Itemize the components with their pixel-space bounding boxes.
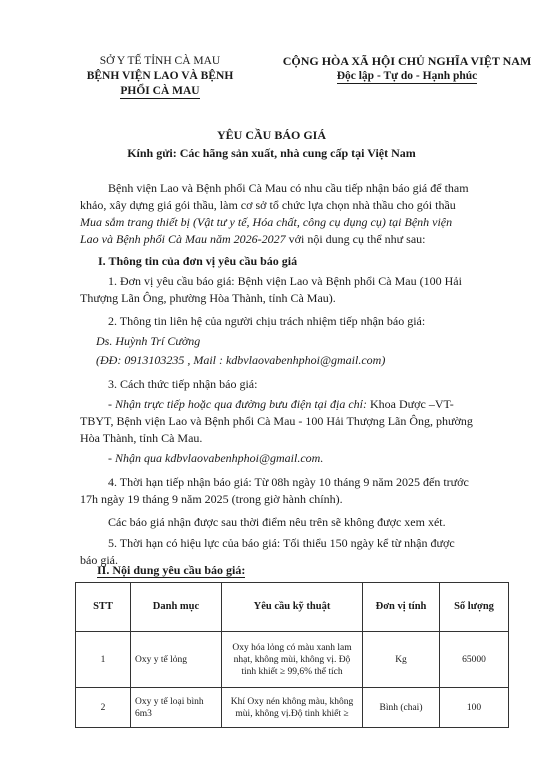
quote-request-table: [75, 582, 509, 728]
intro-package-name: Mua sắm trang thiết bị (Vật tư y tế, Hóa chất, công cụ dụng cụ) tại Bệnh viện Lao và Bệnh phổi Cà Mau năm 2026-2027: [80, 215, 453, 246]
cell-stt: 1: [76, 632, 131, 688]
col-header-item: Danh mục: [131, 583, 222, 632]
col-header-unit: Đơn vị tính: [363, 583, 440, 632]
issuer-hospital-line2: PHỔI CÀ MAU: [120, 85, 200, 97]
national-title: CỘNG HÒA XÃ HỘI CHỦ NGHĨA VIỆT NAM: [282, 54, 532, 68]
col-header-spec: Yêu cầu kỹ thuật: [222, 583, 363, 632]
receive-direct-label: - Nhận trực tiếp hoặc qua đường bưu điện tại địa chỉ:: [108, 397, 368, 411]
contact-info: (ĐĐ: 0913103235 , Mail : kdbvlaovabenhphoi@gmail.com): [96, 353, 386, 367]
document-title: YÊU CẦU BÁO GIÁ: [216, 128, 326, 142]
receive-direct-address: Khoa Dược –VT-TBYT, Bệnh viện Lao và Bệnh phổi Cà Mau - 100 Hải Thượng Lãn Ông, phường Hòa Thành, tỉnh Cà Mau.: [80, 397, 473, 445]
cell-stt: 2: [76, 688, 131, 728]
issuer-hospital-line1: BỆNH VIỆN LAO VÀ BỆNH: [86, 70, 234, 82]
section1-item1: 1. Đơn vị yêu cầu báo giá: Bệnh viện Lao và Bệnh phổi Cà Mau (100 Hải Thượng Lãn Ông, phường Hòa Thành, tỉnh Cà Mau).: [80, 274, 462, 305]
issuer-department: SỞ Y TẾ TỈNH CÀ MAU: [99, 55, 221, 67]
cell-unit: Kg: [363, 632, 440, 688]
contact-name: Ds. Huỳnh Trí Cường: [96, 334, 201, 348]
section1-item3: 3. Cách thức tiếp nhận báo giá:: [108, 377, 258, 391]
cell-unit: Bình (chai): [363, 688, 440, 728]
section1-item5: 5. Thời hạn có hiệu lực của báo giá: Tối thiểu 150 ngày kể từ nhận được báo giá.: [80, 536, 455, 567]
section1-item2: 2. Thông tin liên hệ của người chịu trách nhiệm tiếp nhận báo giá:: [108, 314, 426, 328]
late-submission-note: Các báo giá nhận được sau thời điểm nêu trên sẽ không được xem xét.: [108, 515, 446, 529]
national-motto: Độc lập - Tự do - Hạnh phúc: [336, 70, 478, 82]
intro-text-2: với nội dung cụ thể như sau:: [285, 232, 426, 246]
cell-item: Oxy y tế lỏng: [131, 632, 222, 688]
col-header-qty: Số lượng: [440, 583, 509, 632]
national-motto-block: [272, 54, 542, 84]
intro-text-1: Bệnh viện Lao và Bệnh phổi Cà Mau có nhu cầu tiếp nhận báo giá để tham khảo, xây dựng giá gói thầu, làm cơ sở tổ chức lựa chọn nhà thầu cho gói thầu: [80, 181, 469, 212]
document-recipient: Kính gửi: Các hãng sản xuất, nhà cung cấp tại Việt Nam: [127, 146, 416, 160]
cell-spec: Oxy hóa lỏng có màu xanh lam nhạt, không mùi, không vị. Độ tinh khiết ≥ 99,6% thể tích: [222, 632, 363, 688]
table-row: [76, 688, 509, 728]
section1-heading: I. Thông tin của đơn vị yêu cầu báo giá: [98, 254, 298, 268]
section1-item4: 4. Thời hạn tiếp nhận báo giá: Từ 08h ngày 10 tháng 9 năm 2025 đến trước 17h ngày 19 tháng 9 năm 2025 (trong giờ hành chính).: [80, 475, 469, 506]
cell-qty: 100: [440, 688, 509, 728]
receive-direct: [80, 396, 473, 447]
table-row: [76, 632, 509, 688]
issuer-block: [60, 54, 260, 99]
cell-spec: Khí Oxy nén không màu, không mùi, không vị.Độ tinh khiết ≥: [222, 688, 363, 728]
section2-heading: II. Nội dung yêu cầu báo giá:: [97, 563, 246, 577]
table-header-row: [76, 583, 509, 632]
intro-paragraph: [80, 180, 473, 248]
col-header-stt: STT: [76, 583, 131, 632]
cell-item: Oxy y tế loại bình 6m3: [131, 688, 222, 728]
receive-email: - Nhận qua kdbvlaovabenhphoi@gmail.com.: [108, 451, 324, 465]
cell-qty: 65000: [440, 632, 509, 688]
